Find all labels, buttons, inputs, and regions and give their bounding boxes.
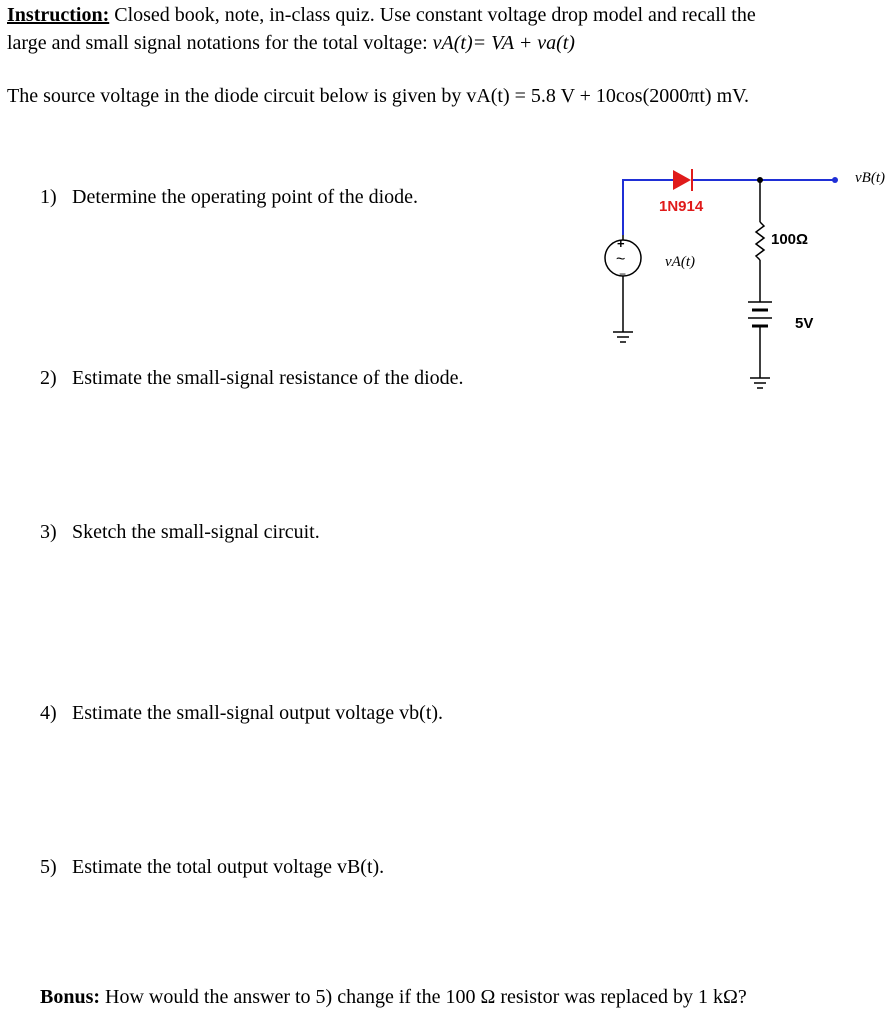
diode-symbol	[673, 169, 692, 191]
diode-label: 1N914	[659, 198, 704, 215]
question-number: 1)	[40, 186, 57, 208]
output-node	[832, 177, 838, 183]
battery-symbol	[748, 302, 772, 378]
question-text: Estimate the small-signal resistance of the diode.	[72, 367, 464, 389]
question-text: Sketch the small-signal circuit.	[72, 521, 320, 543]
question-number: 3)	[40, 521, 57, 543]
question-text: Determine the operating point of the diode.	[72, 186, 419, 208]
output-label: vB(t)	[855, 170, 885, 186]
battery-label: 5V	[795, 315, 814, 332]
source-label: vA(t)	[665, 254, 695, 270]
notation-prefix: large and small signal notations for the total voltage:	[7, 32, 433, 54]
ground-icon	[613, 332, 633, 342]
source-plus: +	[617, 236, 625, 251]
question-number: 4)	[40, 702, 57, 724]
source-tilde: ~	[616, 251, 626, 268]
resistor-label: 100Ω	[771, 231, 809, 248]
question-number: 2)	[40, 367, 57, 389]
resistor-symbol	[756, 180, 764, 302]
bonus-text: How would the answer to 5) change if the 100 Ω resistor was replaced by 1 kΩ?	[100, 986, 747, 1008]
instruction-label: Instruction:	[7, 4, 110, 26]
source-prefix: The source voltage in the diode circuit below is given by	[7, 85, 467, 107]
notation-formula: vA(t)= VA + va(t)	[432, 32, 575, 54]
bonus-label: Bonus:	[40, 986, 101, 1008]
ground-icon	[750, 378, 770, 388]
source-formula: vA(t) = 5.8 V + 10cos(2000πt) mV.	[466, 85, 749, 107]
source-minus: −	[619, 267, 627, 281]
circuit-wires	[623, 180, 835, 235]
instruction-text: Closed book, note, in-class quiz. Use constant voltage drop model and recall the	[109, 4, 756, 26]
question-number: 5)	[40, 856, 57, 878]
question-text: Estimate the total output voltage vB(t).	[72, 856, 385, 878]
question-text: Estimate the small-signal output voltage vb(t).	[72, 702, 444, 724]
